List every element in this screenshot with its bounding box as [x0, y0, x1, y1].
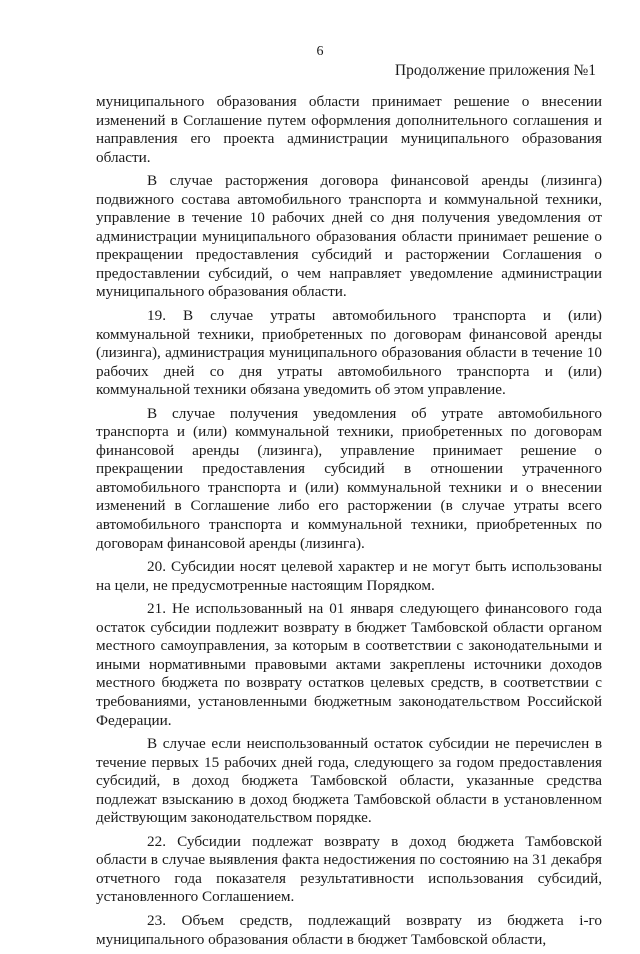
paragraph-23: 23. Объем средств, подлежащий возврату из бюджета i-го муниципального образования области в бюджет Тамбовской области,	[96, 911, 602, 948]
paragraph-loss-notification: В случае получения уведомления об утрате автомобильного транспорта и (или) коммунальной техники, приобретенных по договорам финансовой аренды (лизинга), управление принимает решение о прекращении предоставления субсидий в отношении утраченного автомобильного транспорта и (или) коммунальной техники и о внесении изменений в Соглашение либо его расторжении (в случае утраты всего автомобильного транспорта и коммунальной техники, приобретенных по договорам финансовой аренды (лизинга).	[96, 404, 602, 552]
paragraph-19: 19. В случае утраты автомобильного транспорта и (или) коммунальной техники, приобретенных по договорам финансовой аренды (лизинга), администрация муниципального образования области в течение 10 рабочих дней со дня утраты автомобильного транспорта и (или) коммунальной техники обязана уведомить об этом управление.	[96, 307, 602, 399]
paragraph-unspent-balance: В случае если неиспользованный остаток субсидии не перечислен в течение первых 15 рабочих дней года, следующего за годом предоставления субсидий, в доход бюджета Тамбовской области, указанные средства подлежат взысканию в доход бюджета Тамбовской области в установленном действующим законодательством порядке.	[96, 735, 602, 827]
appendix-continuation-label: Продолжение приложения №1	[394, 62, 596, 79]
document-body	[96, 93, 602, 954]
paragraph-lease-termination: В случае расторжения договора финансовой аренды (лизинга) подвижного состава автомобильного транспорта и коммунальной техники, управление в течение 10 рабочих дней со дня получения уведомления от администрации муниципального образования области принимает решение о прекращении предоставления субсидий и расторжении Соглашения о предоставлении субсидий, о чем направляет уведомление администрации муниципального образования области.	[96, 172, 602, 301]
paragraph-continuation: муниципального образования области принимает решение о внесении изменений в Соглашение путем оформления дополнительного соглашения и направления его проекта администрации муниципального образования области.	[96, 93, 602, 166]
paragraph-22: 22. Субсидии подлежат возврату в доход бюджета Тамбовской области в случае выявления факта недостижения по состоянию на 31 декабря отчетного года показателя результативности использования субсидий, установленного Соглашением.	[96, 832, 602, 906]
paragraph-20: 20. Субсидии носят целевой характер и не могут быть использованы на цели, не предусмотренные настоящим Порядком.	[96, 558, 602, 594]
paragraph-21: 21. Не использованный на 01 января следующего финансового года остаток субсидии подлежит возврату в бюджет Тамбовской области органом местного самоуправления, за которым в соответствии с законодательными и иными нормативными правовыми актами закреплены источники доходов местного бюджета по возврату остатков целевых средств, в соответствии с требованиями, установленными бюджетным законодательством Российской Федерации.	[96, 600, 602, 729]
page-number: 6	[316, 44, 324, 59]
